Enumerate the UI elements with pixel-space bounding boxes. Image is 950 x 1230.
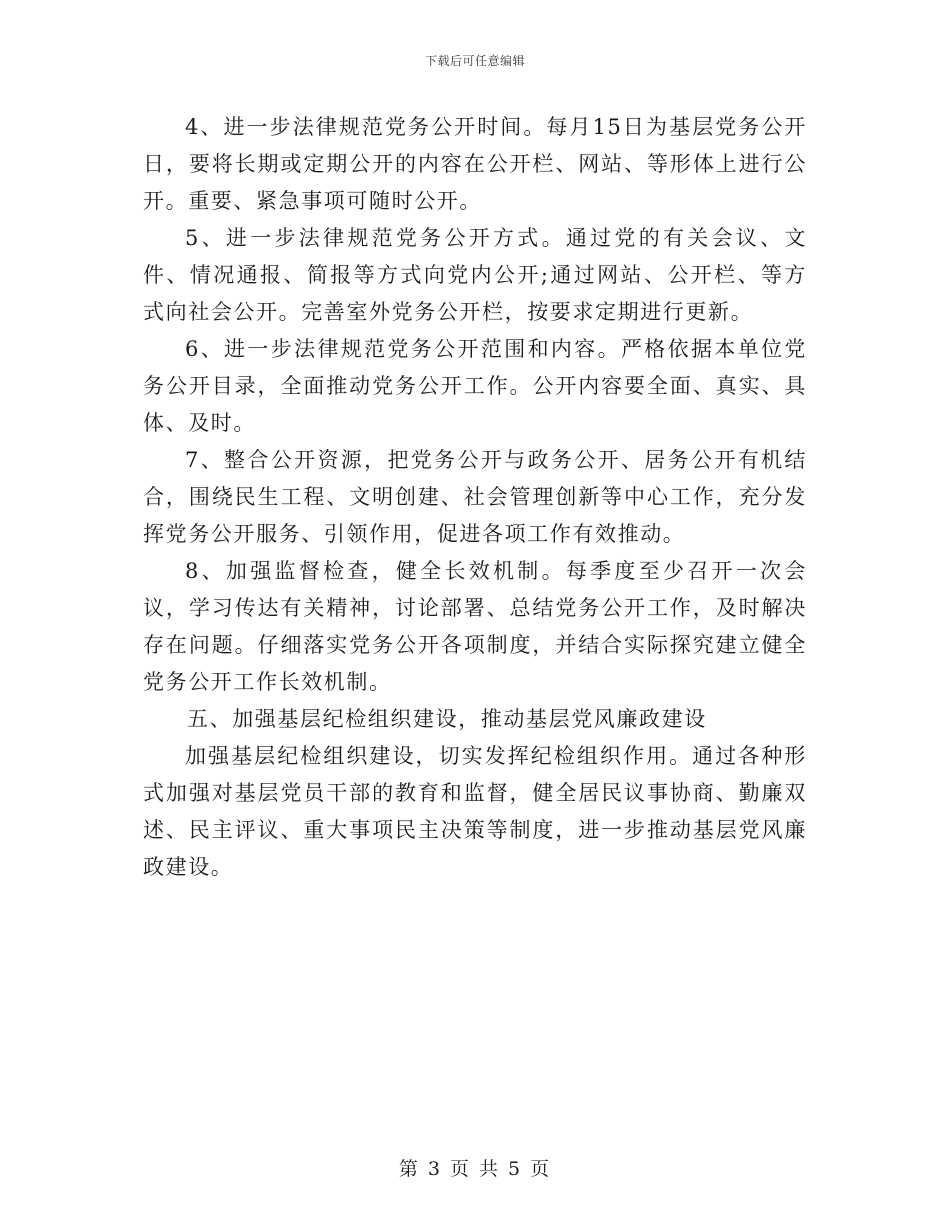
page-header-note: 下载后可任意编辑 <box>424 54 525 68</box>
paragraph-item-8: 8、加强监督检查，健全长效机制。每季度至少召开一次会议，学习传达有关精神，讨论部署、总结党务公开工作，及时解决存在问题。仔细落实党务公开各项制度，并结合实际探究建立健全党务公开工作长效机制。 <box>143 559 807 694</box>
paragraph-item-7: 7、整合公开资源，把党务公开与政务公开、居务公开有机结合，围绕民生工程、文明创建、社会管理创新等中心工作，充分发挥党务公开服务、引领作用，促进各项工作有效推动。 <box>143 448 807 546</box>
page-number-footer <box>0 1154 950 1181</box>
page-number-label: 第 3 页 共 5 页 <box>398 1158 552 1180</box>
paragraph-item-4: 4、进一步法律规范党务公开时间。每月15日为基层党务公开日，要将长期或定期公开的内容在公开栏、网站、等形体上进行公开。重要、紧急事项可随时公开。 <box>143 115 807 213</box>
paragraph-item-5: 5、进一步法律规范党务公开方式。通过党的有关会议、文件、情况通报、简报等方式向党内公开;通过网站、公开栏、等方式向社会公开。完善室外党务公开栏，按要求定期进行更新。 <box>143 226 807 324</box>
document-body <box>143 109 807 886</box>
paragraph-item-6: 6、进一步法律规范党务公开范围和内容。严格依据本单位党务公开目录，全面推动党务公开工作。公开内容要全面、真实、具体、及时。 <box>143 337 807 435</box>
section-heading-5: 五、加强基层纪检组织建设，推动基层党风廉政建设 <box>187 707 707 731</box>
section-5-paragraph: 加强基层纪检组织建设，切实发挥纪检组织作用。通过各种形式加强对基层党员干部的教育和监督，健全居民议事协商、勤廉双述、民主评议、重大事项民主决策等制度，进一步推动基层党风廉政建设。 <box>143 744 807 879</box>
